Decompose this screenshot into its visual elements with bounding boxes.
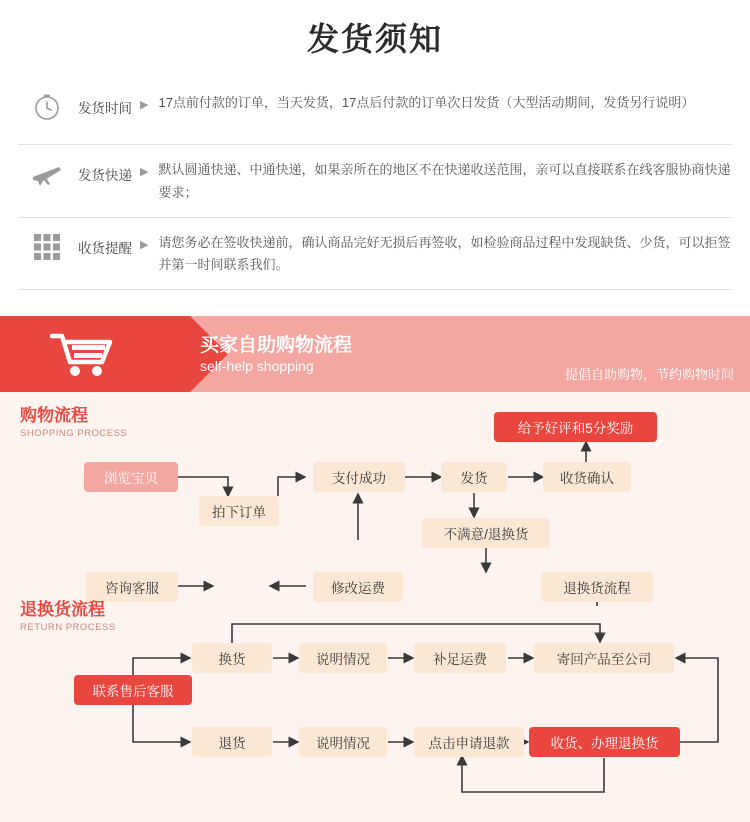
- notice-label: 发货快递: [78, 168, 132, 183]
- flow-node-modify[interactable]: 修改运费: [313, 572, 403, 602]
- banner-title: 买家自助购物流程: [200, 335, 353, 356]
- return-process-heading-en: RETURN PROCESS: [20, 622, 116, 634]
- notice-label: 收货提醒: [78, 240, 132, 256]
- flow-node-consult[interactable]: 咨询客服: [86, 572, 178, 602]
- flow-node-unhappy[interactable]: 不满意/退换货: [422, 518, 550, 548]
- grid-icon: [30, 230, 64, 264]
- flow-node-praise[interactable]: 给予好评和5分奖励: [494, 412, 657, 442]
- flow-diagram: [0, 392, 750, 822]
- flow-node-send-back[interactable]: 寄回产品至公司: [534, 643, 674, 673]
- clock-icon: [30, 90, 64, 124]
- return-process-heading-cn: 退换货流程: [20, 600, 105, 619]
- notice-text: 请您务必在签收快递前，确认商品完好无损后再签收，如检验商品过程中发现缺货、少货，可以拒签并第一时间联系我们。: [158, 234, 731, 273]
- flow-node-receive-handle[interactable]: 收货、办理退换货: [529, 727, 680, 757]
- notice-text: 默认圆通快递、中通快递，如果亲所在的地区不在快递收送范围，亲可以直接联系在线客服协商快递要求；: [158, 162, 731, 200]
- shopping-process-heading: [20, 406, 127, 439]
- flow-node-refund[interactable]: 退货: [192, 727, 272, 757]
- triangle-right-icon: ▶: [140, 166, 149, 178]
- flow-node-confirm[interactable]: 收货确认: [543, 462, 631, 492]
- flow-node-contact-service[interactable]: 联系售后客服: [74, 675, 192, 705]
- shopping-cart-icon: [50, 332, 114, 383]
- flow-node-apply-refund[interactable]: 点击申请退款: [414, 727, 524, 757]
- flow-node-return-flow[interactable]: 退换货流程: [541, 572, 653, 602]
- flow-node-browse[interactable]: 浏览宝贝: [84, 462, 178, 492]
- notice-text: 17点前付款的订单，当天发货，17点后付款的订单次日发货（大型活动期间，发货另行说明）: [158, 95, 695, 110]
- banner-subtitle: self-help shopping: [200, 358, 314, 374]
- flow-node-explain-2[interactable]: 说明情况: [299, 727, 387, 757]
- flow-node-ship[interactable]: 发货: [441, 462, 507, 492]
- flow-node-explain-1[interactable]: 说明情况: [299, 643, 387, 673]
- page-title: 发货须知: [306, 21, 443, 57]
- triangle-right-icon: ▶: [140, 99, 149, 111]
- notice-label: 发货时间: [78, 101, 132, 116]
- flow-node-exchange[interactable]: 换货: [192, 643, 272, 673]
- notice-row: [18, 78, 732, 145]
- flow-node-pay-shipping[interactable]: 补足运费: [414, 643, 506, 673]
- flow-node-paid[interactable]: 支付成功: [313, 462, 405, 492]
- notice-row: [18, 218, 732, 291]
- shopping-process-heading-cn: 购物流程: [20, 406, 88, 425]
- self-help-shopping-banner: [0, 316, 750, 392]
- shopping-process-heading-en: SHOPPING PROCESS: [20, 428, 128, 440]
- notice-row: [18, 145, 732, 218]
- triangle-right-icon: ▶: [140, 238, 149, 251]
- airplane-icon: [30, 157, 64, 191]
- flow-node-order[interactable]: 拍下订单: [199, 496, 279, 526]
- return-process-heading: [20, 600, 116, 633]
- banner-note: 提倡自助购物，节约购物时间: [564, 367, 734, 382]
- shipping-notice-section: [0, 0, 750, 290]
